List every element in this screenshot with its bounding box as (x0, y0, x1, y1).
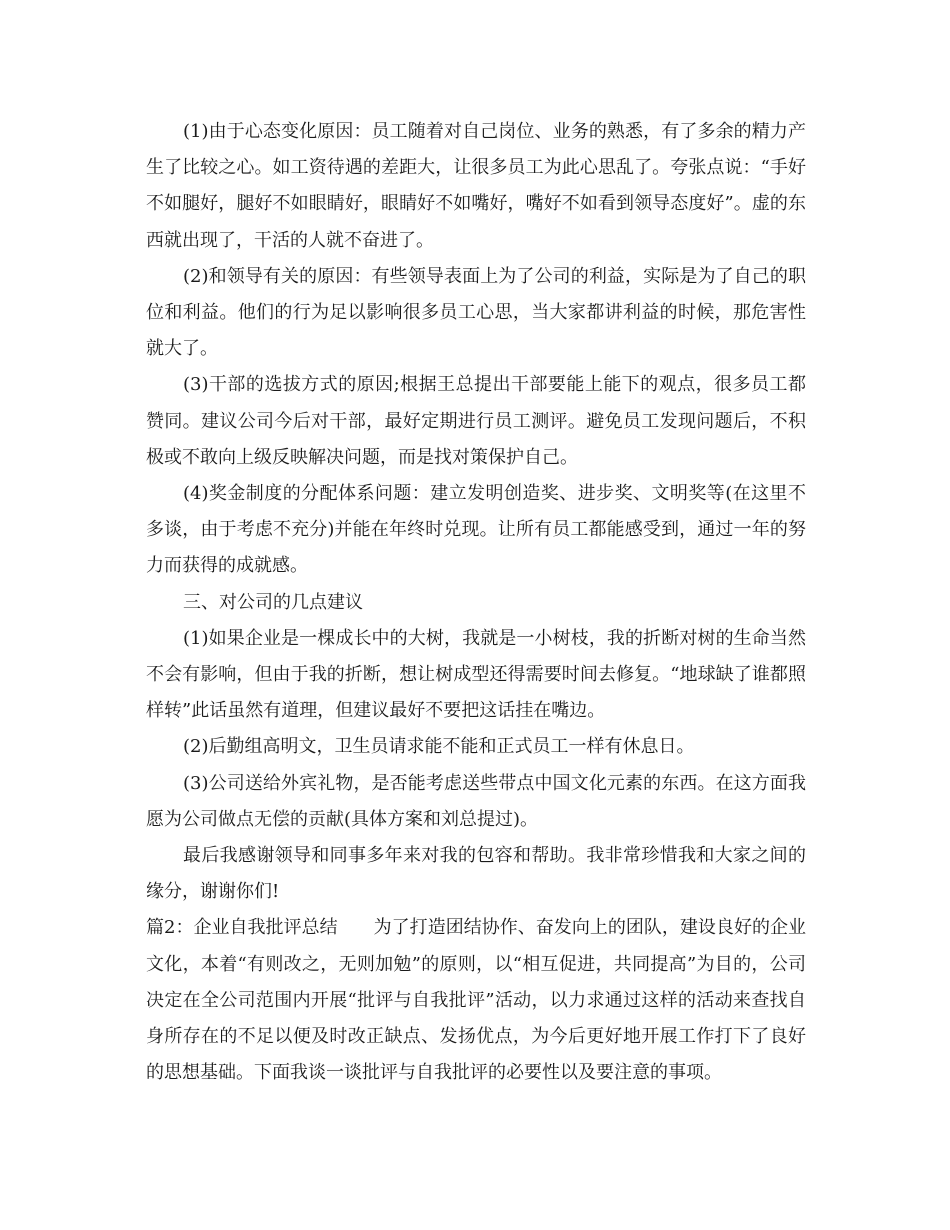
paragraph-cause-leadership: (2)和领导有关的原因：有些领导表面上为了公司的利益，实际是为了自己的职位和利益。他们的行为足以影响很多员工心思，当大家都讲利益的时候，那危害性就大了。 (146, 265, 806, 360)
paragraph-closing-thanks: 最后我感谢领导和同事多年来对我的包容和帮助。我非常珍惜我和大家之间的缘分，谢谢你们! (146, 845, 806, 903)
document-page (146, 114, 806, 1091)
paragraph-suggestion-3: (3)公司送给外宾礼物，是否能考虑送些带点中国文化元素的东西。在这方面我愿为公司做点无偿的贡献(具体方案和刘总提过)。 (146, 772, 806, 830)
paragraph-suggestion-1: (1)如果企业是一棵成长中的大树，我就是一小树枝，我的折断对树的生命当然不会有影响，但由于我的折断，想让树成型还得需要时间去修复。“地球缺了谁都照样转”此话虽然有道理，但建议最好不要把这话挂在嘴边。 (146, 627, 806, 722)
paragraph-cause-bonus-system: (4)奖金制度的分配体系问题：建立发明创造奖、进步奖、文明奖等(在这里不多谈，由于考虑不充分)并能在年终时兑现。让所有员工都能感受到，通过一年的努力而获得的成就感。 (146, 483, 806, 577)
section-heading-suggestions: 三、对公司的几点建议 (183, 591, 363, 613)
paragraph-suggestion-2: (2)后勤组高明文，卫生员请求能不能和正式员工一样有休息日。 (183, 736, 695, 758)
paragraph-cause-mindset: (1)由于心态变化原因：员工随着对自己岗位、业务的熟悉，有了多余的精力产生了比较之心。如工资待遇的差距大，让很多员工为此心思乱了。夸张点说：“手好不如腿好，腿好不如眼睛好，眼睛好不如嘴好，嘴好不如看到领导态度好”。虚的东西就出现了，干活的人就不奋进了。 (146, 121, 806, 251)
paragraph-part2-intro: 篇2：企业自我批评总结 为了打造团结协作、奋发向上的团队，建设良好的企业文化，本着“有则改之，无则加勉”的原则，以“相互促进，共同提高”为目的，公司决定在全公司范围内开展“批评与自我批评”活动，以力求通过这样的活动来查找自身所存在的不足以便及时改正缺点、发扬优点，为今后更好地开展工作打下了良好的思想基础。下面我谈一谈批评与自我批评的必要性以及要注意的事项。 (146, 917, 806, 1084)
paragraph-cause-cadre-selection: (3)干部的选拔方式的原因;根据王总提出干部要能上能下的观点，很多员工都赞同。建议公司今后对干部，最好定期进行员工测评。避免员工发现问题后，不积极或不敢向上级反映解决问题，而是找对策保护自己。 (146, 374, 806, 468)
